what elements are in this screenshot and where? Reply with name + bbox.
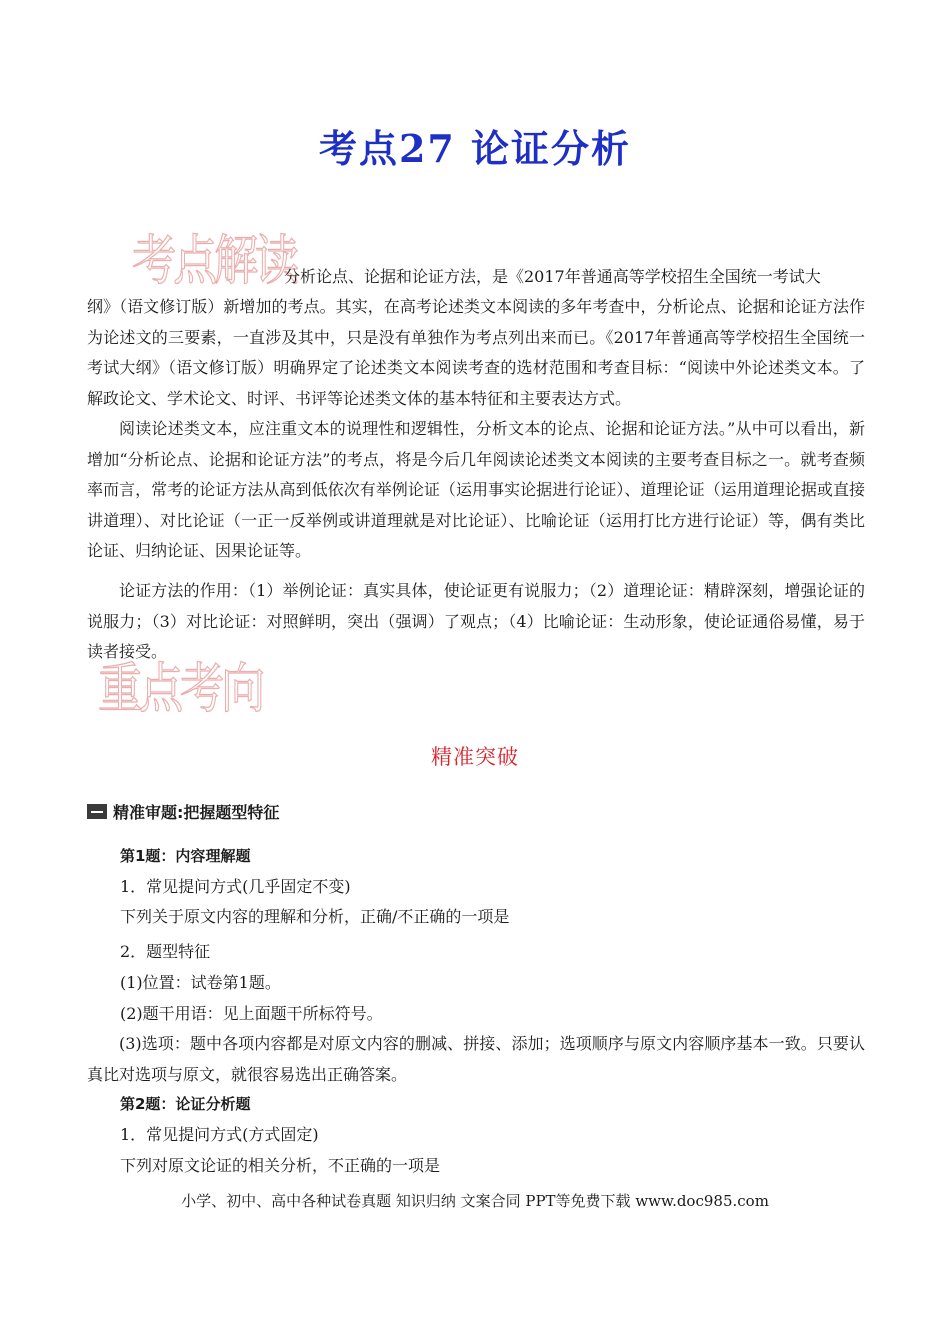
page-title: 考点27 论证分析 xyxy=(318,126,632,171)
minus-box-icon xyxy=(87,804,107,819)
bar-title-text: 精准审题:把握题型特征 xyxy=(113,803,280,822)
section-heading: 精准突破 xyxy=(431,745,519,769)
intro-first-line: 分析论点、论据和论证方法，是《2017年普通高等学校招生全国统一考试大 xyxy=(284,267,821,286)
section-bar-title xyxy=(87,800,279,823)
q1-title: 第1题：内容理解题 xyxy=(120,847,251,865)
q1-line-6: (3)选项：题中各项内容都是对原文内容的删减、拼接、添加；选项顺序与原文内容顺序基本一致。只要认真比对选项与原文，就很容易选出正确答案。 xyxy=(87,1034,865,1084)
q1-line-1: 1．常见提问方式(几乎固定不变) xyxy=(120,877,351,896)
zhongdian-kaoxiang-stamp: 重点考向 xyxy=(98,657,262,720)
q2-line-2: 下列对原文论证的相关分析，不正确的一项是 xyxy=(120,1156,441,1175)
q1-line-3: 2．题型特征 xyxy=(120,942,211,961)
intro-paragraph-3: 论证方法的作用：（1）举例论证：真实具体，使论证更有说服力；（2）道理论证：精辟深刻，增强论证的说服力；（3）对比论证：对照鲜明，突出（强调）了观点；（4）比喻论证：生动形象，使论证通俗易懂，易于读者接受。 xyxy=(87,581,865,661)
q1-line-2-text: 下列关于原文内容的理解和分析，正确/不正确的一项是 xyxy=(120,907,510,926)
q1-line-5: (2)题干用语：见上面题干所标符号。 xyxy=(120,1004,383,1023)
kaodian-jiedu-stamp: 考点解读 xyxy=(132,229,296,292)
q2-line-1: 1．常见提问方式(方式固定) xyxy=(120,1125,319,1144)
intro-paragraph-1: 纲》（语文修订版）新增加的考点。其实，在高考论述类文本阅读的多年考查中，分析论点、论据和论证方法作为论述文的三要素，一直涉及其中，只是没有单独作为考点列出来而已。《2017年普通高等学校招生全国统一考试大纲》（语文修订版）明确界定了论述类文本阅读考查的选材范围和考查目标：“阅读中外论述类文本。了解政论文、学术论文、时评、书评等论述类文体的基本特征和主要表达方式。 xyxy=(87,297,865,408)
intro-paragraph-2: 阅读论述类文本，应注重文本的说理性和逻辑性，分析文本的论点、论据和论证方法。”从中可以看出，新增加“分析论点、论据和论证方法”的考点，将是今后几年阅读论述类文本阅读的主要考查目标之一。就考查频率而言，常考的论证方法从高到低依次有举例论证（运用事实论据进行论证）、道理论证（运用道理论据或直接讲道理）、对比论证（一正一反举例或讲道理就是对比论证）、比喻论证（运用打比方进行论证）等，偶有类比论证、归纳论证、因果论证等。 xyxy=(87,419,865,560)
q2-title: 第2题：论证分析题 xyxy=(120,1095,251,1113)
q1-line-4: (1)位置：试卷第1题。 xyxy=(120,973,281,992)
page-footer: 小学、初中、高中各种试卷真题 知识归纳 文案合同 PPT等免费下载 www.doc985.com xyxy=(181,1192,769,1210)
q1-line-2 xyxy=(120,906,509,928)
